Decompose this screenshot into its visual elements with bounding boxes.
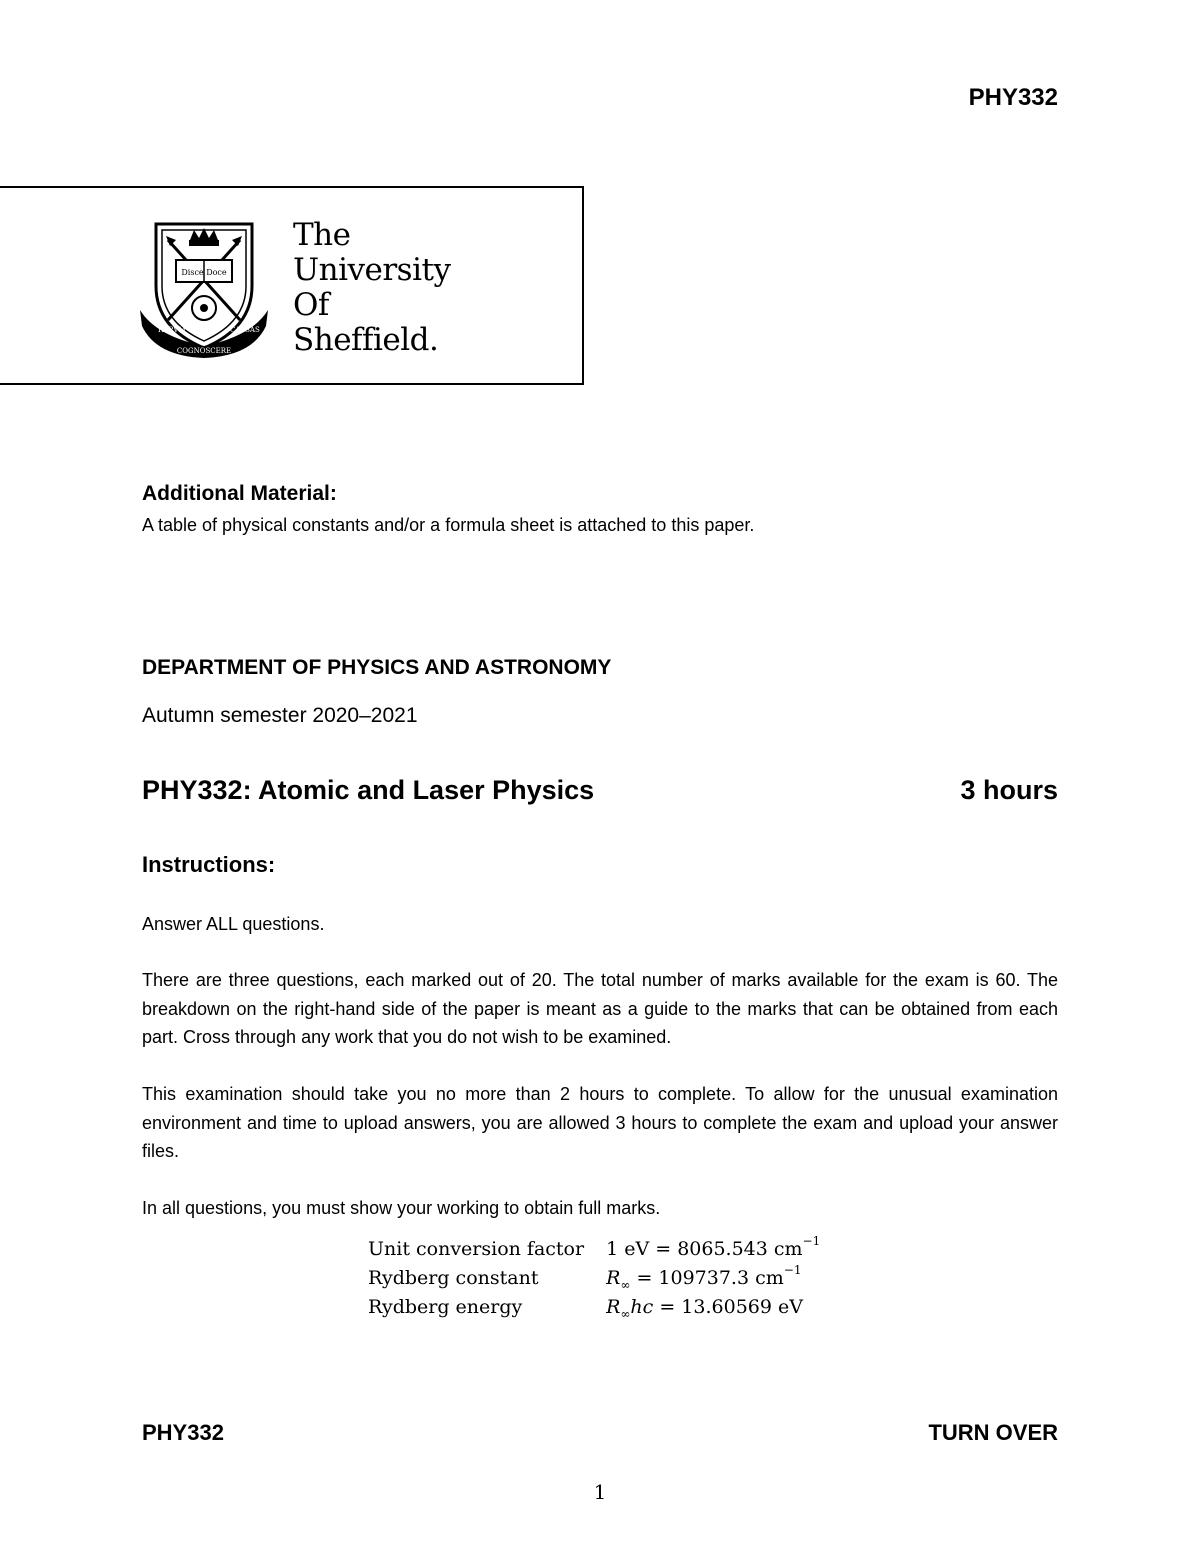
crest-motto: Disce Doce xyxy=(181,268,227,277)
page-number: 1 xyxy=(593,1480,607,1504)
exam-duration: 3 hours xyxy=(960,775,1058,805)
footer-turn-over: TURN OVER xyxy=(928,1420,1058,1445)
scroll-word-1: RERVM xyxy=(158,326,186,334)
header-course-code: PHY332 xyxy=(968,84,1058,111)
constant-value: $R_\infty = 109737.3$ $cm^{-1}$ xyxy=(606,1263,802,1292)
university-crest-icon xyxy=(136,216,272,360)
scroll-word-3: CAVSAS xyxy=(230,326,260,334)
instruction-paragraph: This examination should take you no more than 2 hours to complete. To allow for the unusual examination environment and time to upload answers, you are allowed 3 hours to complete the exam and upload your answer files. xyxy=(142,1084,1058,1161)
semester-label: Autumn semester 2020–2021 xyxy=(142,704,418,727)
additional-material-heading: Additional Material: xyxy=(142,482,337,505)
constant-row xyxy=(368,1267,820,1296)
constant-label: Rydberg constant xyxy=(368,1267,539,1289)
university-name-line: University xyxy=(293,252,451,288)
constant-value: $R_\infty hc = 13.60569$ eV xyxy=(606,1296,803,1321)
scroll-word-2: COGNOSCERE xyxy=(176,347,232,355)
constant-value: 1 eV = 8065.543 $cm^{-1}$ xyxy=(606,1234,821,1260)
university-logo-box xyxy=(0,186,584,385)
constant-row xyxy=(368,1296,820,1325)
instruction-paragraph: In all questions, you must show your working to obtain full marks. xyxy=(142,1198,661,1218)
course-title: PHY332: Atomic and Laser Physics xyxy=(142,775,595,805)
university-name-line: Sheffield. xyxy=(293,322,439,358)
university-name-line: Of xyxy=(293,287,329,323)
instruction-paragraph: There are three questions, each marked out of 20. The total number of marks available for the exam is 60. The breakdown on the right-hand side of the paper is meant as a guide to the marks that can be obtained from each part. Cross through any work that you do not wish to be examined. xyxy=(142,970,1058,1047)
instruction-paragraph: Answer ALL questions. xyxy=(142,914,325,934)
constant-label: Unit conversion factor xyxy=(368,1238,585,1260)
additional-material-text: A table of physical constants and/or a formula sheet is attached to this paper. xyxy=(142,515,755,535)
footer-course-code: PHY332 xyxy=(142,1420,224,1445)
constant-label: Rydberg energy xyxy=(368,1296,523,1318)
university-name-line: The xyxy=(293,217,351,253)
university-name xyxy=(293,218,450,358)
department-title: DEPARTMENT OF PHYSICS AND ASTRONOMY xyxy=(142,656,612,679)
instructions-heading: Instructions: xyxy=(142,852,276,877)
constants-table xyxy=(368,1234,821,1325)
constant-row xyxy=(368,1238,820,1267)
